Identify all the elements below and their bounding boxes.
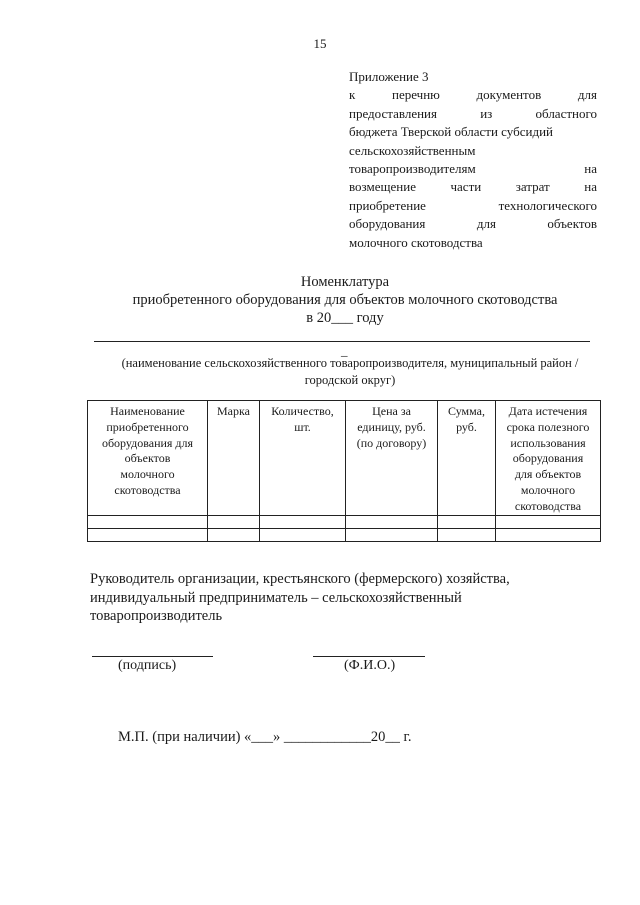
appendix-line-9: оборудования для объектов — [349, 216, 597, 232]
col-header-expiry-date: Дата истечения срока полезного использования оборудования для объектов молочного скотоводства — [496, 401, 601, 516]
table-row — [88, 515, 601, 528]
appendix-line-2: к перечню документов для — [349, 87, 597, 103]
stamp-date-line: М.П. (при наличии) «___» ____________20__ г. — [118, 729, 412, 745]
appendix-line-7: возмещение части затрат на — [349, 179, 597, 195]
appendix-line-6: товаропроизводителям на — [349, 161, 597, 177]
full-name-line — [313, 656, 425, 657]
table-row — [88, 528, 601, 541]
col-header-name: Наименование приобретенного оборудования для объектов молочного скотоводства — [88, 401, 208, 516]
appendix-line-10: молочного скотоводства — [349, 234, 483, 250]
appendix-line-1: Приложение 3 — [349, 69, 429, 84]
org-name-line — [94, 341, 590, 342]
title-line-3: в 20___ году — [306, 310, 384, 326]
col-header-unit-price: Цена за единицу, руб. (по договору) — [346, 401, 438, 516]
col-header-quantity: Количество, шт. — [260, 401, 346, 516]
org-name-caption: (наименование сельскохозяйственного товаропроизводителя, муниципальный район / городской округ) — [121, 356, 579, 387]
appendix-line-3: предоставления из областного — [349, 105, 597, 121]
appendix-line-5: сельскохозяйственным — [349, 142, 476, 158]
signature-line — [92, 656, 213, 657]
full-name-label: (Ф.И.О.) — [344, 658, 396, 673]
signature-label: (подпись) — [118, 658, 177, 673]
head-statement: Руководитель организации, крестьянского (фермерского) хозяйства, индивидуальный предприниматель – сельскохозяйственный товаропроизводитель — [90, 571, 510, 625]
org-name-dash: _ — [341, 343, 348, 358]
appendix-heading — [349, 68, 597, 252]
equipment-table — [87, 400, 601, 542]
col-header-sum: Сумма, руб. — [438, 401, 496, 516]
title-line-1: Номенклатура — [300, 274, 390, 290]
appendix-line-8: приобретение технологического — [349, 197, 597, 213]
page-number: 15 — [313, 36, 327, 51]
appendix-line-4: бюджета Тверской области субсидий — [349, 124, 553, 140]
table-header-row — [88, 401, 601, 516]
title-line-2: приобретенного оборудования для объектов молочного скотоводства — [132, 292, 558, 308]
col-header-brand: Марка — [208, 401, 260, 516]
